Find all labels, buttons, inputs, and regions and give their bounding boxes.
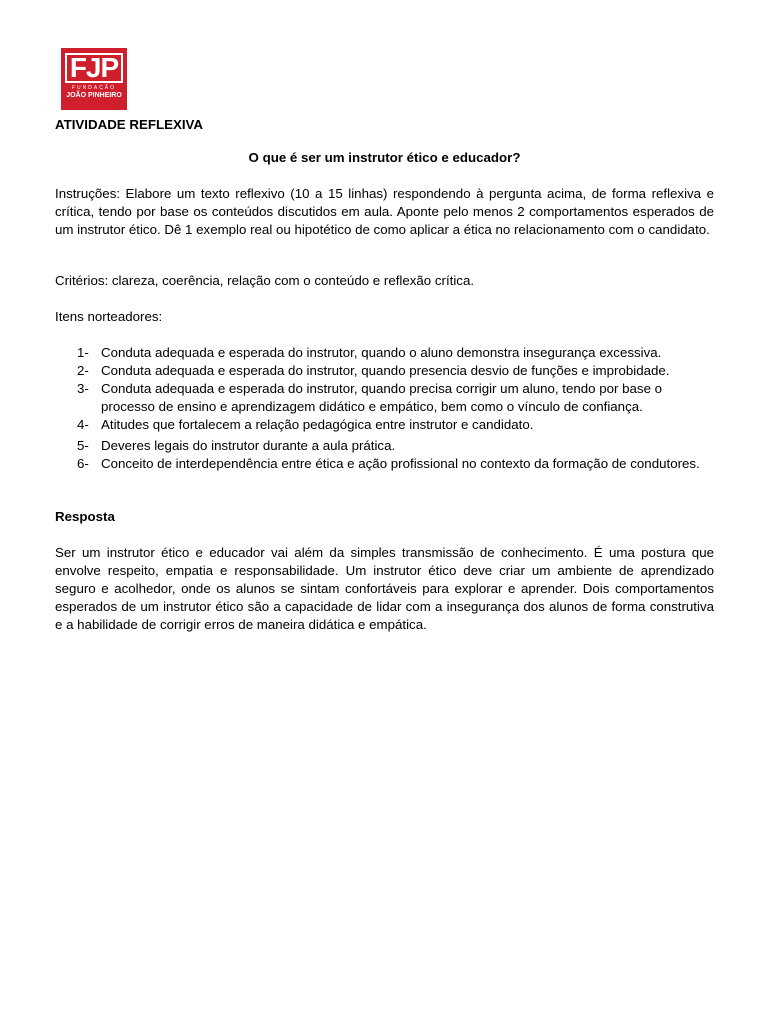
item-number: 6- [77,456,89,471]
list-item [55,344,714,362]
answer-heading: Resposta [55,509,115,524]
item-text: Conduta adequada e esperada do instrutor, quando presencia desvio de funções e improbidade. [101,363,670,378]
list-item [55,380,714,416]
answer-section [55,544,714,634]
item-text: Conduta adequada e esperada do instrutor, quando precisa corrigir um aluno, tendo por base o processo de ensino e aprendizagem didático e empático, bem como o vínculo de confiança. [101,381,663,414]
item-number: 4- [77,417,89,432]
item-number: 1- [77,345,89,360]
list-item [55,437,714,455]
guiding-items-list [55,344,714,473]
items-label: Itens norteadores: [55,309,163,324]
fjp-logo [61,48,127,110]
item-number: 2- [77,363,89,378]
list-item [55,455,714,473]
item-text: Conduta adequada e esperada do instrutor, quando o aluno demonstra insegurança excessiva. [101,345,662,360]
logo-line-2: JOÃO PINHEIRO [66,92,122,99]
instructions-text: Instruções: Elabore um texto reflexivo (10 a 15 linhas) respondendo à pergunta acima, de forma reflexiva e crítica, tendo por base os conteúdos discutidos em aula. Aponte pelo menos 2 comportamentos esperados de um instrutor ético. Dê 1 exemplo real ou hipotético de como aplicar a ética no relacionamento com o candidato. [55,186,714,237]
item-number: 5- [77,438,89,453]
question-title: O que é ser um instrutor ético e educador? [248,150,521,165]
instructions-section [55,185,714,239]
logo-mark: FJP [65,53,123,83]
item-text: Atitudes que fortalecem a relação pedagógica entre instrutor e candidato. [101,417,534,432]
answer-text: Ser um instrutor ético e educador vai além da simples transmissão de conhecimento. É uma postura que envolve respeito, empatia e responsabilidade. Um instrutor ético deve criar um ambiente de aprendizado seguro e acolhedor, onde os alunos se sintam confortáveis para explorar e aprender. Dois comportamentos esperados de um instrutor ético são a capacidade de lidar com a insegurança dos alunos de forma construtiva e a habilidade de corrigir erros de maneira didática e empática. [55,545,714,632]
logo-line-1: FUNDAÇÃO [71,85,117,91]
list-item [55,416,714,434]
item-text: Deveres legais do instrutor durante a aula prática. [101,438,396,453]
item-text: Conceito de interdependência entre ética e ação profissional no contexto da formação de condutores. [101,456,700,471]
criteria-text: Critérios: clareza, coerência, relação com o conteúdo e reflexão crítica. [55,273,475,288]
item-number: 3- [77,381,89,396]
activity-heading: ATIVIDADE REFLEXIVA [55,117,203,132]
list-item [55,362,714,380]
